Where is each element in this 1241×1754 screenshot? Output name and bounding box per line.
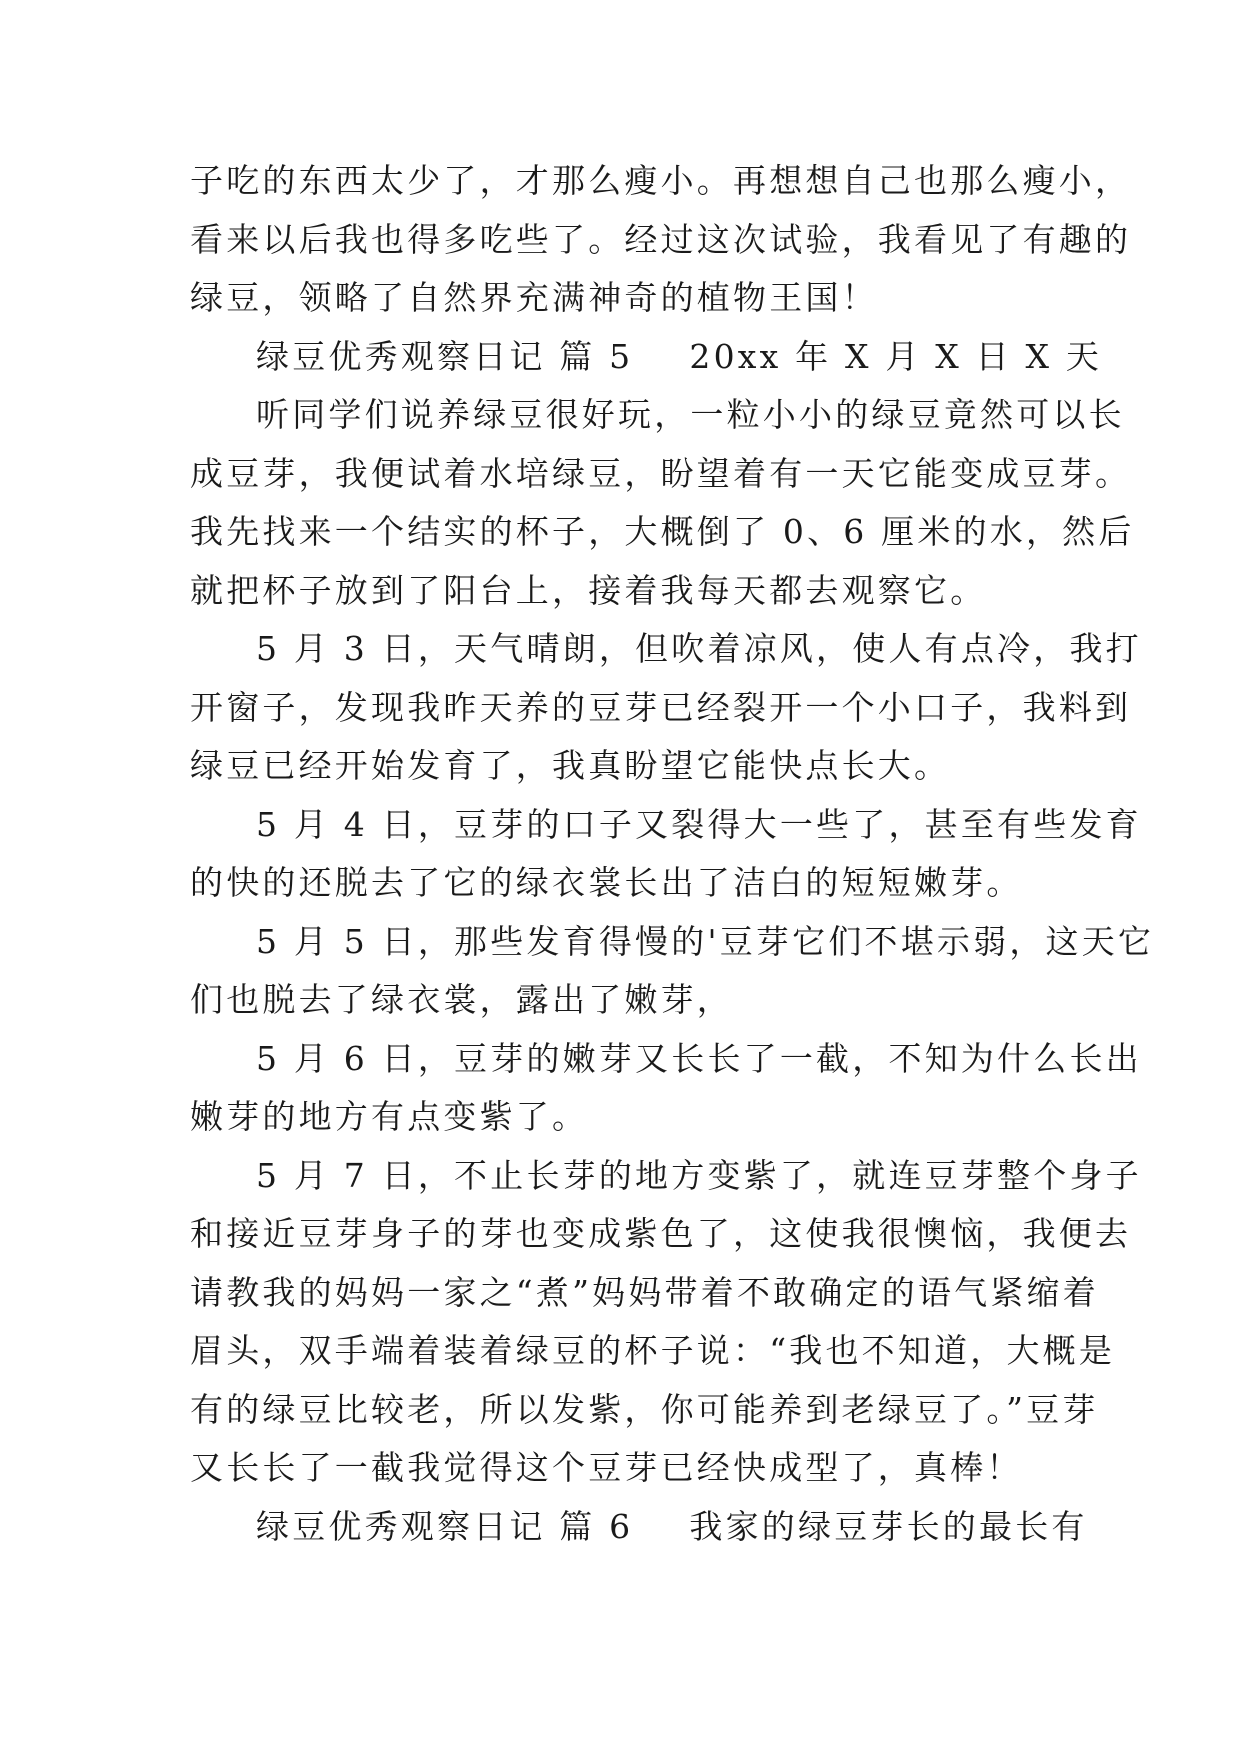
heading-date: 20xx 年 X 月 X 日 X 天 bbox=[689, 336, 1103, 376]
text-line: 请教我的妈妈一家之“煮”妈妈带着不敢确定的语气紧缩着 bbox=[190, 1272, 1099, 1312]
text-line: 5 月 5 日，那些发育得慢的'豆芽它们不堪示弱，这天它 bbox=[256, 921, 1155, 961]
text-line: 5 月 6 日，豆芽的嫩芽又长长了一截，不知为什么长出 bbox=[256, 1038, 1142, 1078]
section-heading-6 bbox=[190, 1498, 1088, 1557]
text-line: 绿豆，领略了自然界充满神奇的植物王国！ bbox=[190, 278, 878, 317]
text-line: 子吃的东西太少了，才那么瘦小。再想想自己也那么瘦小， bbox=[190, 161, 1132, 200]
text-line: 我先找来一个结实的杯子，大概倒了 0、6 厘米的水，然后 bbox=[190, 512, 1135, 551]
text-line: 和接近豆芽身子的芽也变成紫色了，这使我很懊恼，我便去 bbox=[190, 1214, 1132, 1253]
text-line: 绿豆已经开始发育了，我真盼望它能快点长大。 bbox=[190, 746, 951, 785]
text-line: 有的绿豆比较老，所以发紫，你可能养到老绿豆了。”豆芽 bbox=[190, 1389, 1099, 1429]
text-line: 开窗子，发现我昨天养的豆芽已经裂开一个小口子，我料到 bbox=[190, 687, 1132, 727]
text-line: 又长长了一截我觉得这个豆芽已经快成型了，真棒！ bbox=[190, 1448, 1023, 1487]
text-line: 5 月 4 日，豆芽的口子又裂得大一些了，甚至有些发育 bbox=[256, 804, 1142, 844]
text-line: 听同学们说养绿豆很好玩，一粒小小的绿豆竟然可以长 bbox=[256, 395, 1125, 434]
text-line: 成豆芽，我便试着水培绿豆，盼望着有一天它能变成豆芽。 bbox=[190, 453, 1132, 493]
text-line: 看来以后我也得多吃些了。经过这次试验，我看见了有趣的 bbox=[190, 219, 1132, 259]
article-body bbox=[190, 152, 1155, 1556]
text-line: 5 月 7 日，不止长芽的地方变紫了，就连豆芽整个身子 bbox=[256, 1155, 1142, 1195]
text-line: 5 月 3 日，天气晴朗，但吹着凉风，使人有点冷，我打 bbox=[256, 629, 1142, 668]
text-line: 的快的还脱去了它的绿衣裳长出了洁白的短短嫩芽。 bbox=[190, 863, 1023, 902]
text-line: 嫩芽的地方有点变紫了。 bbox=[190, 1097, 589, 1136]
heading-title: 绿豆优秀观察日记 篇 5 bbox=[256, 336, 634, 376]
text-line: 眉头，双手端着装着绿豆的杯子说：“我也不知道，大概是 bbox=[190, 1331, 1116, 1370]
heading-continuation: 我家的绿豆芽长的最长有 bbox=[689, 1506, 1088, 1546]
text-line: 们也脱去了绿衣裳，露出了嫩芽， bbox=[190, 980, 733, 1019]
section-heading-5 bbox=[190, 328, 1103, 387]
text-line: 就把杯子放到了阳台上，接着我每天都去观察它。 bbox=[190, 570, 987, 610]
heading-title: 绿豆优秀观察日记 篇 6 bbox=[256, 1506, 634, 1546]
